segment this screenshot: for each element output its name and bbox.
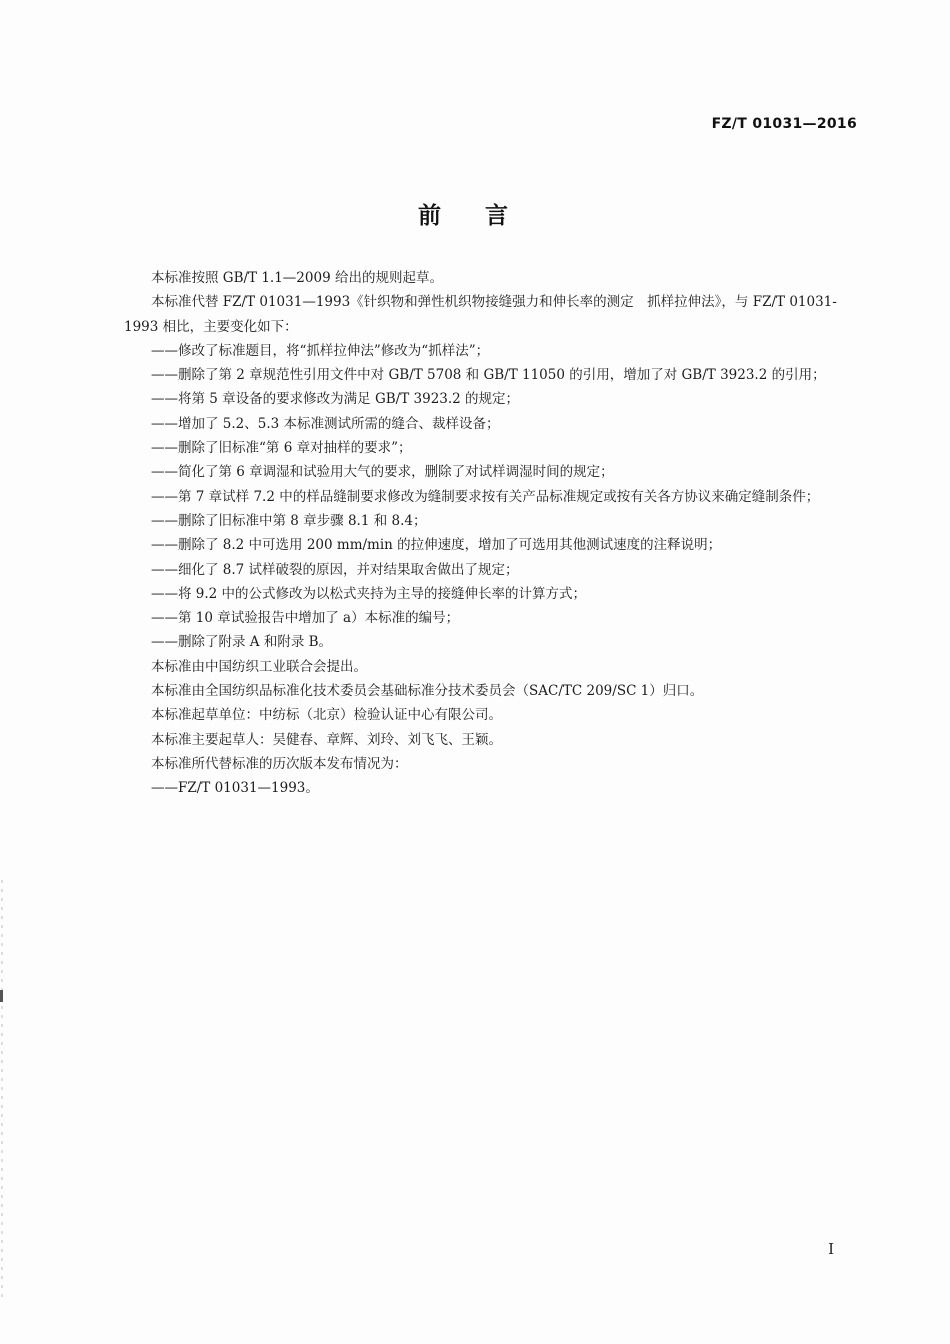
change-list xyxy=(124,339,864,655)
change-item: ——细化了 8.7 试样破裂的原因，并对结果取舍做出了规定； xyxy=(151,561,519,578)
standard-code: FZ/T 01031—2016 xyxy=(711,116,857,132)
paragraph-drafting-rules: 本标准按照 GB/T 1.1—2009 给出的规则起草。 xyxy=(151,270,443,286)
change-item: ——删除了附录 A 和附录 B。 xyxy=(151,634,333,651)
change-item: ——增加了 5.2、5.3 本标准测试所需的缝合、裁样设备； xyxy=(151,415,500,432)
paragraph-drafting-unit: 本标准起草单位：中纺标（北京）检验认证中心有限公司。 xyxy=(151,707,502,724)
change-item: ——第 7 章试样 7.2 中的样品缝制要求修改为缝制要求按有关产品标准规定或按有关各方协议来确定缝制条件； xyxy=(151,488,820,505)
foreword-body xyxy=(124,266,864,801)
paragraph-history-intro: 本标准所代替标准的历次版本发布情况为： xyxy=(151,755,408,772)
page-title: 前言 xyxy=(418,203,552,229)
paragraph-replacement: 本标准代替 FZ/T 01031—1993《针织物和弹性机织物接缝强力和伸长率的测定 抓样拉伸法》，与 FZ/T 01031-1993 相比，主要变化如下： xyxy=(124,294,837,335)
change-item: ——修改了标准题目，将“抓样拉伸法”修改为“抓样法”； xyxy=(151,342,490,359)
change-item: ——将第 5 章设备的要求修改为满足 GB/T 3923.2 的规定； xyxy=(151,391,520,408)
history-item: ——FZ/T 01031—1993。 xyxy=(151,780,319,797)
page-number: I xyxy=(828,1240,834,1258)
change-item: ——简化了第 6 章调湿和试验用大气的要求，删除了对试样调湿时间的规定； xyxy=(151,464,614,481)
change-item: ——删除了旧标准中第 8 章步骤 8.1 和 8.4； xyxy=(151,512,427,529)
change-item: ——第 10 章试验报告中增加了 a）本标准的编号； xyxy=(151,610,460,627)
change-item: ——删除了旧标准“第 6 章对抽样的要求”； xyxy=(151,440,412,457)
paragraph-proposer: 本标准由中国纺织工业联合会提出。 xyxy=(151,658,367,675)
scan-mark-artifact xyxy=(0,990,3,1002)
scan-edge-artifact xyxy=(1,880,3,1300)
change-item: ——删除了第 2 章规范性引用文件中对 GB/T 5708 和 GB/T 11050 的引用，增加了对 GB/T 3923.2 的引用； xyxy=(151,367,826,384)
paragraph-drafters: 本标准主要起草人：吴健春、章辉、刘玲、刘飞飞、王颖。 xyxy=(151,731,502,748)
change-item: ——将 9.2 中的公式修改为以松式夹持为主导的接缝伸长率的计算方式； xyxy=(151,585,587,602)
paragraph-committee: 本标准由全国纺织品标准化技术委员会基础标准分技术委员会（SAC/TC 209/SC 1）归口。 xyxy=(151,683,704,700)
change-item: ——删除了 8.2 中可选用 200 mm/min 的拉伸速度，增加了可选用其他测试速度的注释说明； xyxy=(151,537,722,554)
